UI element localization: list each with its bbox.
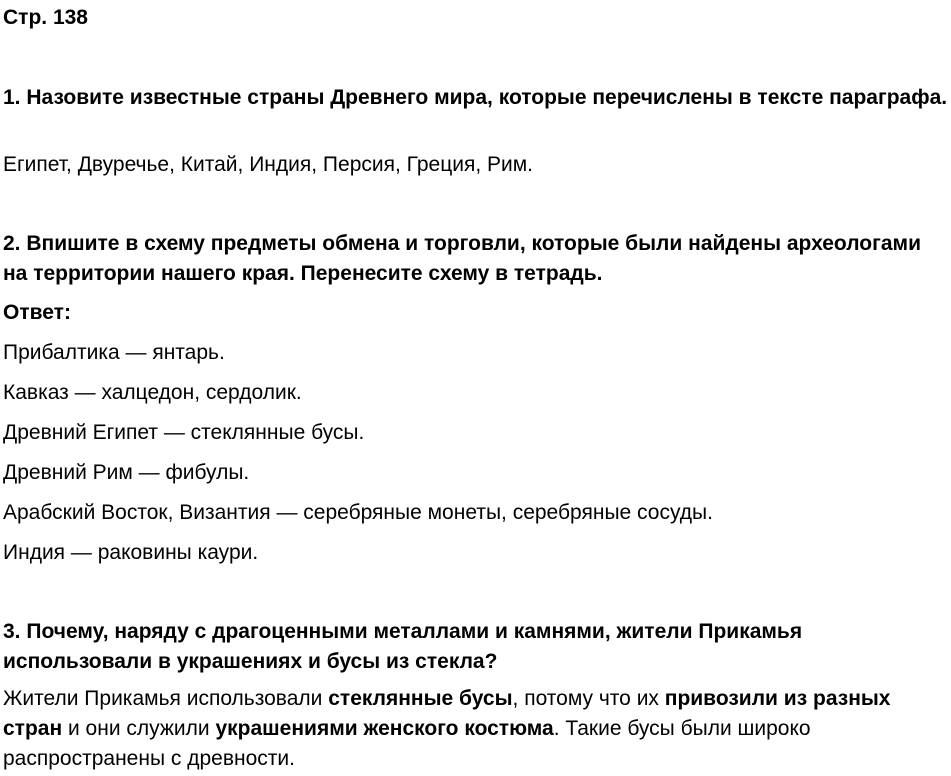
answer-3 <box>3 684 949 774</box>
answer-2-item: Прибалтика — янтарь. <box>3 341 225 364</box>
answer-2-item: Древний Рим — фибулы. <box>3 461 250 484</box>
answer-2-item: Древний Египет — стеклянные бусы. <box>3 421 365 444</box>
answer-2-item: Индия — раковины каури. <box>3 541 259 564</box>
answer-3-bold: привозили из разных стран <box>3 687 891 740</box>
question-3: 3. Почему, наряду с драгоценными металлами и камнями, жители Прикамья использовали в украшениях и бусы из стекла? <box>3 620 803 673</box>
answer-3-text: Жители Прикамья использовали <box>3 687 329 710</box>
answer-3-text: . Такие бусы были широко распространены с древности. <box>3 717 811 770</box>
question-1: 1. Назовите известные страны Древнего мира, которые перечислены в тексте параграфа. <box>3 86 948 109</box>
answer-2-item: Арабский Восток, Византия — серебряные монеты, серебряные сосуды. <box>3 501 713 524</box>
answer-label: Ответ: <box>3 301 71 324</box>
answer-3-bold: украшениями женского костюма <box>215 717 554 740</box>
answer-2-item: Кавказ — халцедон, сердолик. <box>3 381 302 404</box>
answer-3-bold: стеклянные бусы <box>328 687 513 710</box>
answer-3-text: и они служили <box>62 717 216 740</box>
page-number: Стр. 138 <box>3 6 88 29</box>
question-2: 2. Впишите в схему предметы обмена и торговли, которые были найдены археологами на территории нашего края. Перенесите схему в тетрадь. <box>3 232 922 285</box>
answer-3-text: , потому что их <box>512 687 665 710</box>
answer-1: Египет, Двуречье, Китай, Индия, Персия, Греция, Рим. <box>3 153 534 176</box>
